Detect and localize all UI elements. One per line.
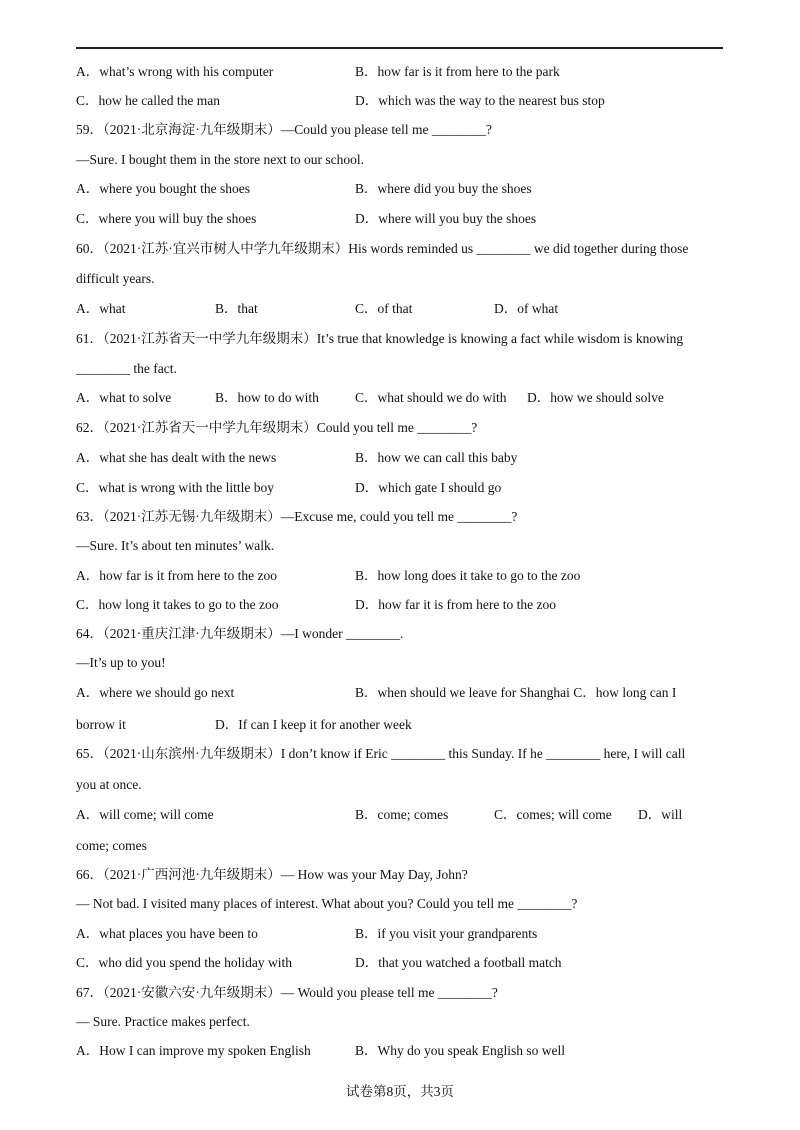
q66-reply: — Not bad. I visited many places of interest. What about you? Could you tell me ________? (76, 896, 578, 911)
q67-stem: 67．（2021·安徽六安·九年级期末）— Would you please tell me ________? (76, 985, 498, 1000)
q65-option-d: D．will (638, 807, 683, 822)
q65-option-c: C．comes; will come (494, 807, 612, 822)
q63-option-b: B．how long does it take to go to the zoo (355, 568, 581, 583)
q58-option-c: C．how he called the man (76, 93, 220, 108)
q65-option-d-continued: come; comes (76, 838, 147, 853)
q58-option-b: B．how far is it from here to the park (355, 64, 560, 79)
q63-stem: 63．（2021·江苏无锡·九年级期末）—Excuse me, could you tell me ________? (76, 509, 518, 524)
q67-reply: — Sure. Practice makes perfect. (76, 1014, 250, 1029)
q61-stem-line2: ________ the fact. (76, 361, 177, 376)
q64-stem: 64．（2021·重庆江津·九年级期末）—I wonder ________. (76, 626, 404, 641)
q60-option-a: A．what (76, 301, 126, 316)
q64-option-a: A．where we should go next (76, 685, 235, 700)
q60-stem-line2: difficult years. (76, 271, 155, 286)
q60-option-b: B．that (215, 301, 258, 316)
q65-stem-line2: you at once. (76, 777, 142, 792)
q66-stem: 66．（2021·广西河池·九年级期末）— How was your May Day, John? (76, 867, 468, 882)
q59-option-c: C．where you will buy the shoes (76, 211, 257, 226)
header-rule (76, 47, 723, 49)
q58-option-d: D．which was the way to the nearest bus stop (355, 93, 605, 108)
q67-option-a: A．How I can improve my spoken English (76, 1043, 311, 1058)
q66-option-c: C．who did you spend the holiday with (76, 955, 292, 970)
q61-option-c: C．what should we do with (355, 390, 507, 405)
q61-option-d: D．how we should solve (527, 390, 664, 405)
q62-stem: 62．（2021·江苏省天一中学九年级期末）Could you tell me ________? (76, 420, 478, 435)
q60-stem-line1: 60．（2021·江苏·宜兴市树人中学九年级期末）His words reminded us ________ we did together during those (76, 241, 689, 256)
q59-option-d: D．where will you buy the shoes (355, 211, 537, 226)
q65-option-b: B．come; comes (355, 807, 449, 822)
q62-option-b: B．how we can call this baby (355, 450, 518, 465)
page-footer: 试卷第8页，共3页 (346, 1084, 454, 1099)
q63-option-a: A．how far is it from here to the zoo (76, 568, 277, 583)
q63-option-c: C．how long it takes to go to the zoo (76, 597, 279, 612)
q65-option-a: A．will come; will come (76, 807, 214, 822)
q66-option-b: B．if you visit your grandparents (355, 926, 538, 941)
q62-option-c: C．what is wrong with the little boy (76, 480, 274, 495)
q67-option-b: B．Why do you speak English so well (355, 1043, 565, 1058)
q59-reply: —Sure. I bought them in the store next to our school. (76, 152, 364, 167)
q63-option-d: D．how far it is from here to the zoo (355, 597, 556, 612)
q63-reply: —Sure. It’s about ten minutes’ walk. (76, 538, 275, 553)
q61-option-b: B．how to do with (215, 390, 319, 405)
q65-stem-line1: 65．（2021·山东滨州·九年级期末）I don’t know if Eric ________ this Sunday. If he ________ here, I will call (76, 746, 686, 761)
q66-option-d: D．that you watched a football match (355, 955, 562, 970)
q66-option-a: A．what places you have been to (76, 926, 258, 941)
q60-option-d: D．of what (494, 301, 559, 316)
q61-stem-line1: 61．（2021·江苏省天一中学九年级期末）It’s true that knowledge is knowing a fact while wisdom is knowing (76, 331, 684, 346)
q58-option-a: A．what’s wrong with his computer (76, 64, 274, 79)
q62-option-a: A．what she has dealt with the news (76, 450, 277, 465)
q64-option-d: D．If can I keep it for another week (215, 717, 412, 732)
q59-option-a: A．where you bought the shoes (76, 181, 250, 196)
q64-option-c-continued: borrow it (76, 717, 126, 732)
q59-option-b: B．where did you buy the shoes (355, 181, 532, 196)
q64-reply: —It’s up to you! (76, 655, 166, 670)
q60-option-c: C．of that (355, 301, 413, 316)
q62-option-d: D．which gate I should go (355, 480, 502, 495)
q61-option-a: A．what to solve (76, 390, 172, 405)
q59-stem: 59．（2021·北京海淀·九年级期末）—Could you please tell me ________? (76, 122, 492, 137)
q64-option-bc: B．when should we leave for Shanghai C．how long can I (355, 685, 677, 700)
